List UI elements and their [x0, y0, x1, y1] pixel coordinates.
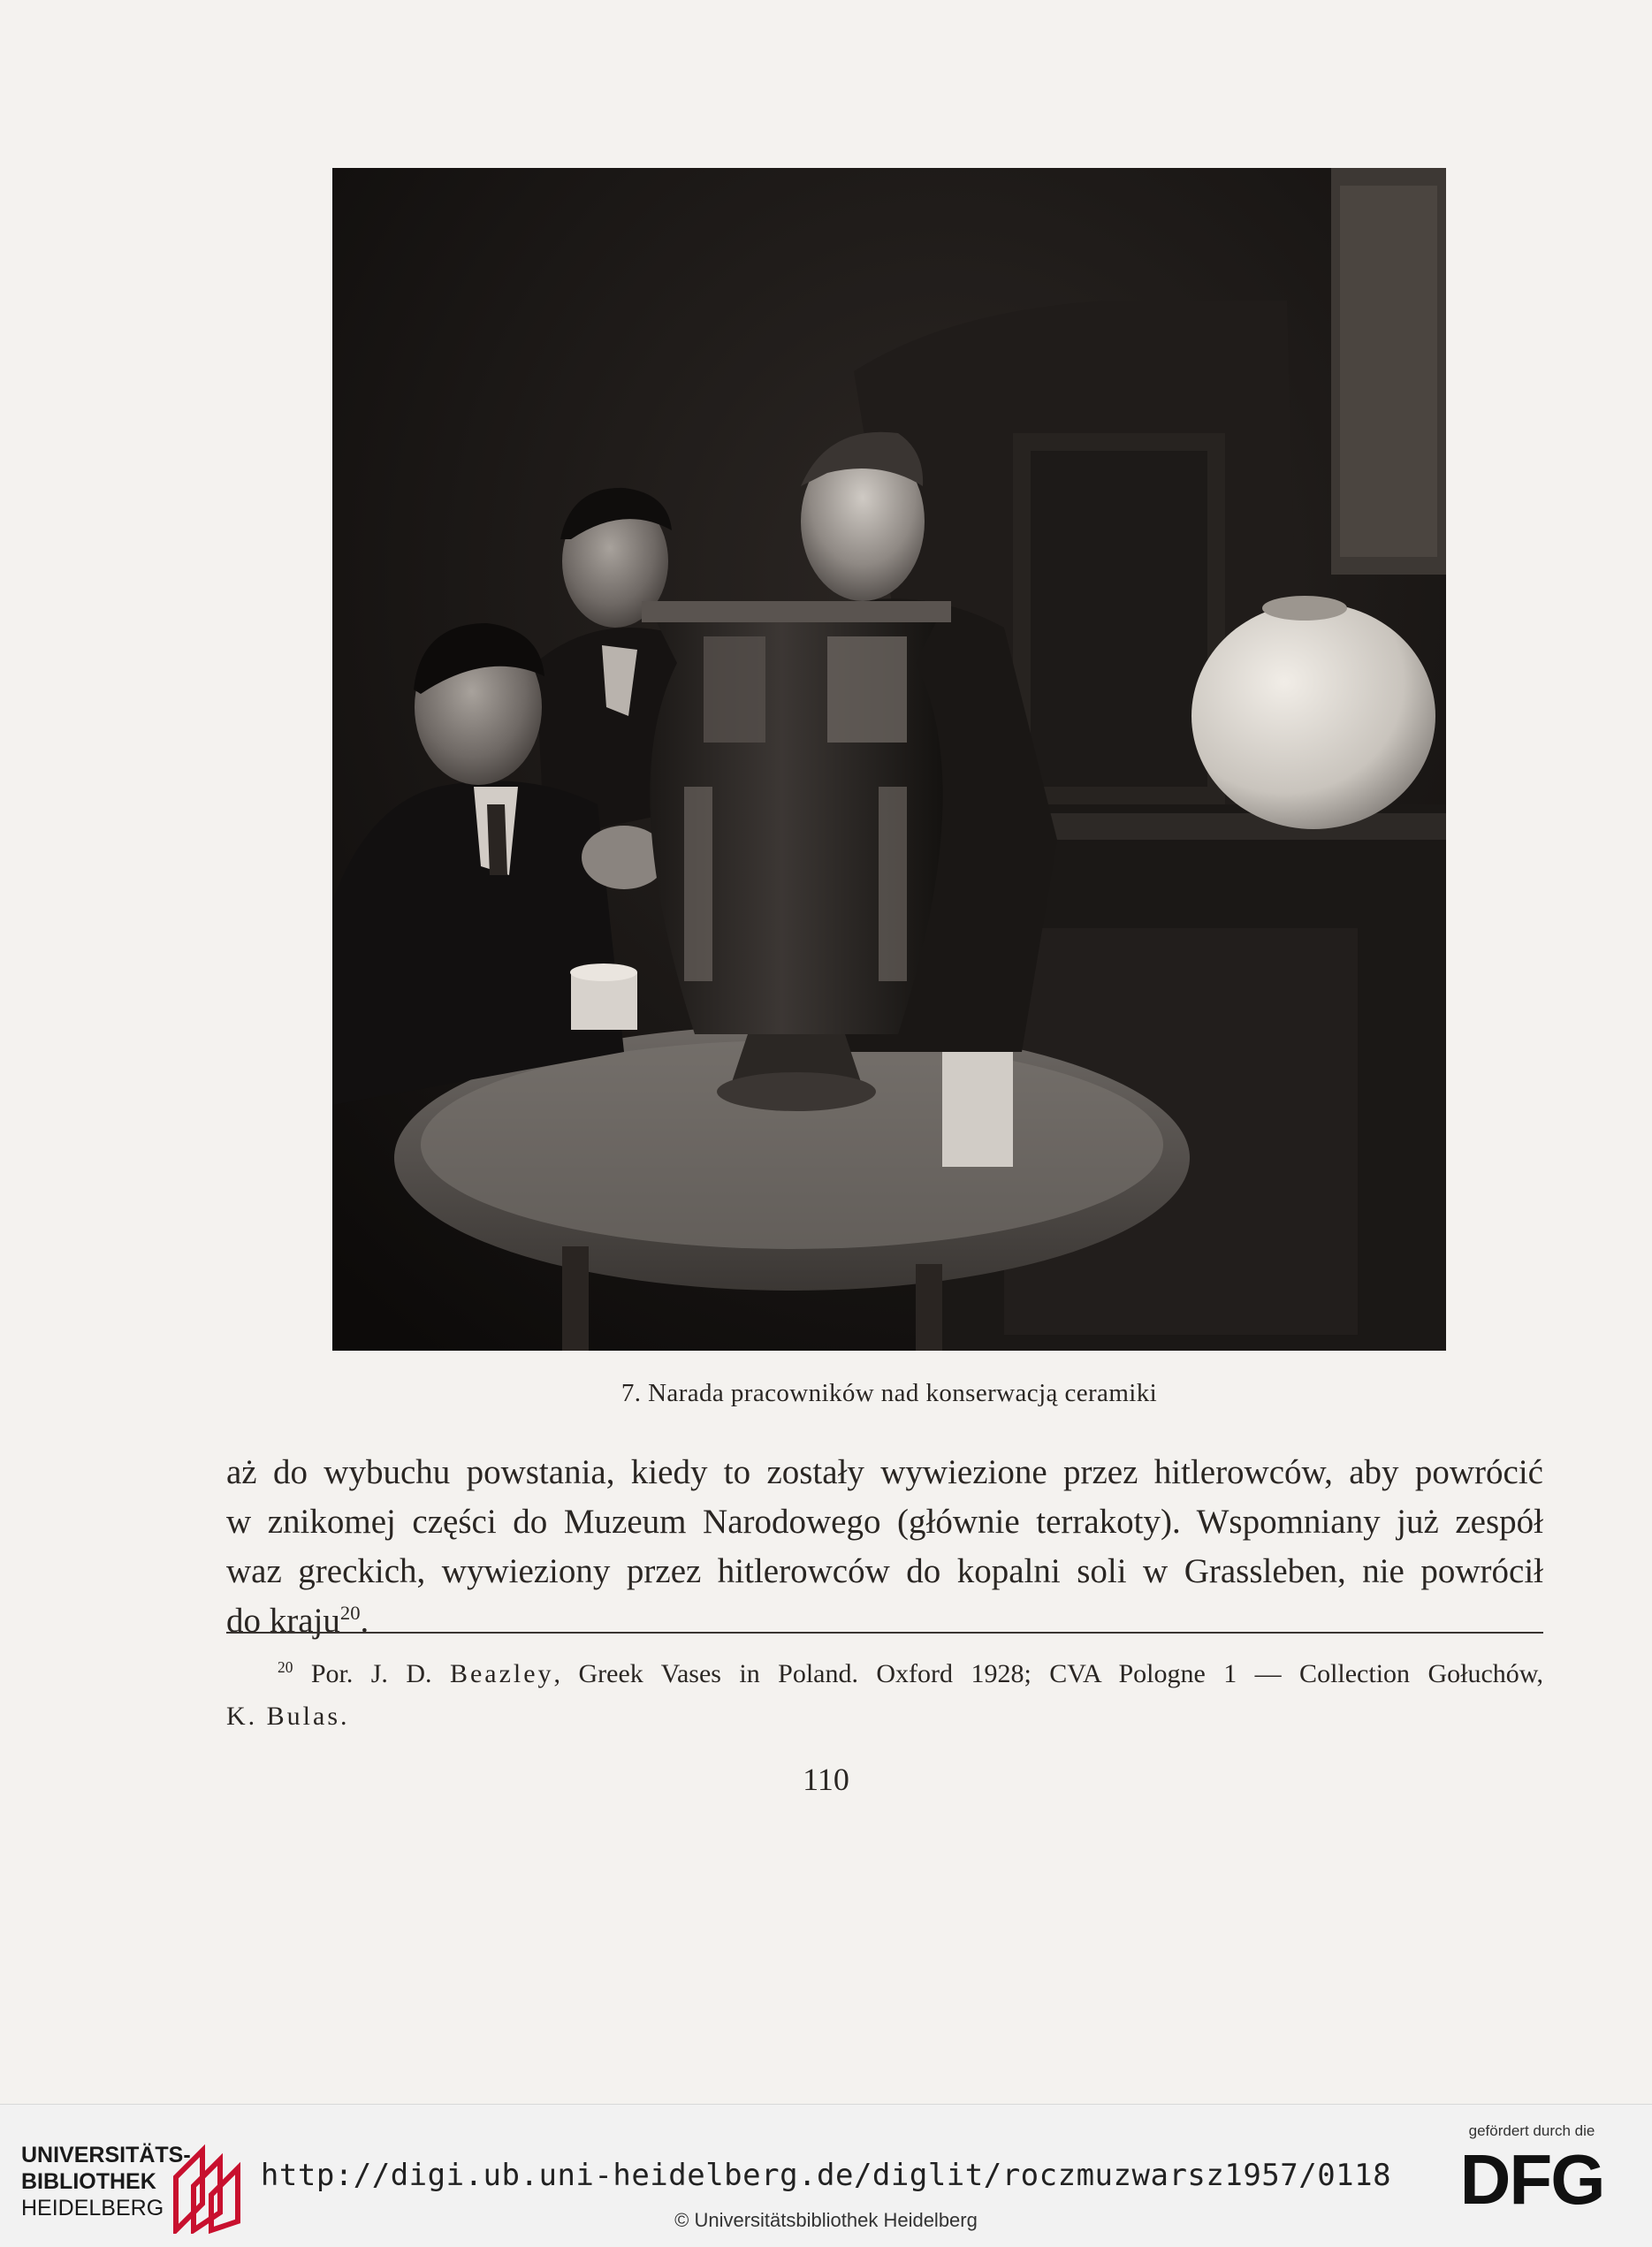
dfg-logo: DFG — [1459, 2140, 1604, 2219]
body-line-2: w znikomej części do Muzeum Narodowego (głównie terrakoty). Wspomniany już zespół — [226, 1503, 1543, 1541]
footnote-prefix: Por. J. D. — [310, 1659, 450, 1688]
library-line-1: UNIVERSITÄTS- — [21, 2143, 191, 2167]
footnote — [226, 1653, 1543, 1738]
body-last-line-text: do kraju — [226, 1602, 340, 1640]
footnote-citation: , Greek Vases in Poland. Oxford 1928; CVA Pologne 1 — Collection Gołuchów, — [553, 1659, 1543, 1688]
body-line-4 — [226, 1596, 1543, 1646]
library-footer — [0, 2104, 1652, 2247]
footnote-author-beazley: Beazley — [449, 1659, 554, 1688]
library-line-3: HEIDELBERG — [21, 2196, 164, 2220]
footnote-author-bulas: K. Bulas — [226, 1702, 340, 1731]
footnote-end-punct: . — [340, 1702, 347, 1731]
funding-label: gefördert durch die — [1468, 2122, 1595, 2139]
page-number: 110 — [803, 1762, 849, 1797]
photograph — [332, 168, 1446, 1351]
footnote-reference: 20 — [339, 1602, 361, 1624]
permalink-url[interactable]: http://digi.ub.uni-heidelberg.de/diglit/roczmuzwarsz1957/0118 — [260, 2158, 1392, 2193]
body-line-3: waz greckich, wywieziony przez hitlerowców do kopalni soli w Grassleben, nie powrócił — [226, 1552, 1543, 1590]
copyright-notice: © Universitätsbibliothek Heidelberg — [674, 2209, 978, 2231]
body-line-1: aż do wybuchu powstania, kiedy to zostały wywiezione przez hitlerowców, aby powrócić — [226, 1453, 1543, 1491]
footnote-rule — [226, 1632, 1543, 1634]
photo-scene — [332, 168, 1446, 1351]
figure-caption: 7. Narada pracowników nad konserwacją ceramiki — [620, 1379, 1158, 1407]
body-end-punct: . — [360, 1602, 369, 1640]
footnote-line-2 — [226, 1695, 1543, 1738]
footnote-line-1 — [226, 1653, 1543, 1695]
footnote-marker: 20 — [278, 1658, 293, 1676]
body-paragraph — [226, 1448, 1543, 1646]
library-line-2: BIBLIOTHEK — [21, 2169, 156, 2194]
funder-block[interactable] — [1435, 2122, 1629, 2220]
